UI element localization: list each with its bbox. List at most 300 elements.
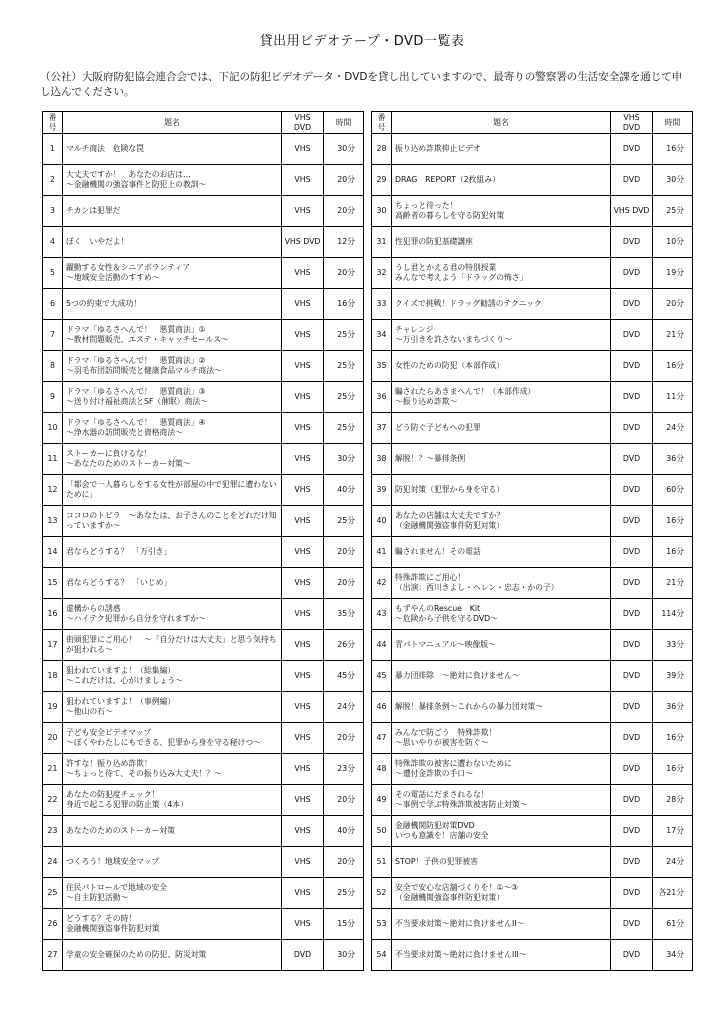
video-title-main: ドラマ「ゆるさへんで！ 悪質商法」② (66, 356, 206, 365)
video-title (392, 506, 611, 537)
video-title (392, 196, 611, 227)
video-duration: 33分 (653, 630, 693, 661)
video-number: 41 (372, 537, 392, 568)
video-title (63, 196, 282, 227)
video-number: 2 (43, 165, 63, 196)
video-duration: 16分 (324, 289, 364, 320)
video-subtitle: （金融機関強盗事件防犯対策） (395, 521, 505, 530)
video-duration: 114分 (653, 599, 693, 630)
video-title (392, 692, 611, 723)
video-number: 6 (43, 289, 63, 320)
video-format: DVD (611, 599, 653, 630)
video-title-main: 狙われていますよ！（事例編） (66, 697, 176, 706)
video-duration: 20分 (324, 196, 364, 227)
video-subtitle: ～これだけは、心がけましょう～ (66, 676, 183, 685)
table-row (43, 692, 364, 723)
video-duration: 20分 (653, 289, 693, 320)
video-title-main: ドラマ「ゆるさへんで！ 悪質商法」① (66, 325, 206, 334)
video-number: 27 (43, 940, 63, 971)
video-subtitle: （金融機関強盗事件防犯対策） (395, 893, 505, 902)
video-duration: 26分 (324, 630, 364, 661)
video-title (63, 568, 282, 599)
video-duration: 24分 (653, 847, 693, 878)
header-duration: 時間 (653, 112, 693, 134)
video-format: DVD (611, 568, 653, 599)
table-row (43, 878, 364, 909)
video-title-main: 君ならどうする？ 「いじめ」 (66, 578, 172, 587)
table-row (372, 816, 693, 847)
video-format: DVD (611, 258, 653, 289)
table-row (43, 227, 364, 258)
table-row (43, 320, 364, 351)
video-duration: 16分 (653, 723, 693, 754)
video-format: DVD (611, 227, 653, 258)
video-duration: 12分 (324, 227, 364, 258)
video-number: 7 (43, 320, 63, 351)
video-title (392, 785, 611, 816)
table-row (43, 785, 364, 816)
video-title-main: 不当要求対策～絶対に負けませんIII～ (395, 950, 527, 959)
video-title (63, 723, 282, 754)
video-title-main: ストーカーに負けるな！ (66, 449, 152, 458)
video-number: 48 (372, 754, 392, 785)
video-subtitle: 身近で起こる犯罪の防止策（4本） (66, 800, 188, 809)
video-number: 13 (43, 506, 63, 537)
video-format: VHS (282, 320, 324, 351)
video-duration: 21分 (653, 320, 693, 351)
table-row (43, 413, 364, 444)
video-duration: 17分 (653, 816, 693, 847)
video-format: DVD (611, 723, 653, 754)
video-subtitle: ～自主防犯活動～ (66, 893, 129, 902)
table-row (43, 723, 364, 754)
video-subtitle: ～地域安全活動のすすめ～ (66, 273, 160, 282)
video-subtitle: ～浄水器の訪問販売と資格商法～ (66, 428, 183, 437)
video-format: VHS DVD (282, 227, 324, 258)
video-format: DVD (611, 909, 653, 940)
video-number: 14 (43, 537, 63, 568)
video-format: VHS (282, 289, 324, 320)
video-format: VHS (282, 444, 324, 475)
video-title (392, 475, 611, 506)
video-format: DVD (611, 475, 653, 506)
video-format: VHS DVD (611, 196, 653, 227)
video-duration: 20分 (324, 258, 364, 289)
video-subtitle: （出演：西川きよし・ヘレン・忠志・かの子） (395, 583, 559, 592)
table-row (372, 382, 693, 413)
video-title-main: 特殊詐欺の被害に遭わないために (395, 759, 512, 768)
video-format: DVD (611, 413, 653, 444)
video-title (63, 599, 282, 630)
video-format: VHS (282, 754, 324, 785)
video-format: VHS (282, 878, 324, 909)
video-duration: 16分 (653, 537, 693, 568)
video-number: 11 (43, 444, 63, 475)
video-title (392, 413, 611, 444)
table-row (43, 816, 364, 847)
video-title (63, 785, 282, 816)
video-number: 44 (372, 630, 392, 661)
video-format: DVD (611, 134, 653, 165)
video-subtitle: ～教材問題販売、エステ・キャッチセールス～ (66, 335, 229, 344)
video-title-main: ドラマ「ゆるさへんで！ 悪質商法」③ (66, 387, 206, 396)
header-duration: 時間 (324, 112, 364, 134)
video-number: 20 (43, 723, 63, 754)
video-number: 40 (372, 506, 392, 537)
video-number: 43 (372, 599, 392, 630)
video-title (392, 382, 611, 413)
video-title (63, 940, 282, 971)
video-format: DVD (611, 351, 653, 382)
video-subtitle: ～金融機関の強盗事件と防犯上の教訓～ (66, 180, 207, 189)
intro-text: （公社）大阪府防犯協会連合会では、下記の防犯ビデオデータ・DVDを貸し出していますので、最寄りの警察署の生活安全課を通じて申し込んでください。 (40, 71, 683, 98)
video-duration: 20分 (324, 847, 364, 878)
video-duration: 25分 (324, 382, 364, 413)
table-row (372, 723, 693, 754)
video-format: DVD (611, 630, 653, 661)
video-duration: 45分 (324, 661, 364, 692)
video-number: 31 (372, 227, 392, 258)
table-row (43, 630, 364, 661)
video-format: DVD (611, 382, 653, 413)
video-duration: 25分 (653, 196, 693, 227)
video-format: DVD (611, 506, 653, 537)
table-row (372, 630, 693, 661)
video-title (63, 816, 282, 847)
table-row (43, 258, 364, 289)
video-title (392, 568, 611, 599)
table-row (43, 537, 364, 568)
header-number: 番号 (372, 112, 392, 134)
video-title (392, 351, 611, 382)
video-duration: 24分 (324, 692, 364, 723)
video-title (392, 444, 611, 475)
header-format: VHS DVD (282, 112, 324, 134)
video-number: 1 (43, 134, 63, 165)
table-row (43, 909, 364, 940)
video-duration: 11分 (653, 382, 693, 413)
video-format: VHS (282, 258, 324, 289)
video-duration: 25分 (324, 351, 364, 382)
table-row (372, 320, 693, 351)
table-row (372, 165, 693, 196)
page-title: 貸出用ビデオテープ・DVD一覧表 (259, 34, 465, 49)
table-row (43, 444, 364, 475)
video-number: 29 (372, 165, 392, 196)
video-title-main: みんなで防ごう 特殊詐欺！ (395, 728, 497, 737)
video-format: VHS (282, 382, 324, 413)
video-number: 32 (372, 258, 392, 289)
video-duration: 10分 (653, 227, 693, 258)
video-duration: 16分 (653, 506, 693, 537)
table-row (43, 506, 364, 537)
table-row (43, 382, 364, 413)
table-row (372, 475, 693, 506)
table-row (43, 351, 364, 382)
video-format: VHS (282, 196, 324, 227)
video-subtitle: ～危険から子供を守るDVD～ (395, 614, 498, 623)
table-row (372, 413, 693, 444)
table-row (43, 568, 364, 599)
header-title: 題名 (392, 112, 611, 134)
video-format: VHS (282, 134, 324, 165)
video-format: DVD (611, 847, 653, 878)
table-row (43, 165, 364, 196)
video-title (63, 754, 282, 785)
video-title-main: 暴力団排除 ～絶対に負けません～ (395, 671, 520, 680)
video-duration: 40分 (324, 475, 364, 506)
video-duration: 20分 (324, 537, 364, 568)
video-title-main: 不当要求対策～絶対に負けませんII～ (395, 919, 525, 928)
table-row (372, 134, 693, 165)
video-number: 46 (372, 692, 392, 723)
video-number: 10 (43, 413, 63, 444)
table-row (372, 692, 693, 723)
video-title-main: 5つの約束で大成功！ (66, 299, 142, 308)
table-row (372, 227, 693, 258)
video-duration: 60分 (653, 475, 693, 506)
video-title-main: DRAG REPORT（2枚組み） (395, 175, 500, 184)
video-number: 4 (43, 227, 63, 258)
video-title-main: 女性のための防犯（本部作成） (395, 361, 505, 370)
video-subtitle: ～送り付け福祉商法とSF（催眠）商法～ (66, 397, 208, 406)
video-title (63, 444, 282, 475)
video-title-main: 性犯罪の防犯基礎講座 (395, 237, 473, 246)
video-title (392, 661, 611, 692)
video-format: VHS (282, 816, 324, 847)
video-number: 42 (372, 568, 392, 599)
table-row (372, 661, 693, 692)
video-format: DVD (611, 320, 653, 351)
video-duration: 25分 (324, 320, 364, 351)
video-number: 54 (372, 940, 392, 971)
video-format: VHS (282, 351, 324, 382)
video-format: DVD (611, 878, 653, 909)
video-format: DVD (611, 661, 653, 692)
video-duration: 16分 (653, 134, 693, 165)
video-title (63, 258, 282, 289)
video-number: 33 (372, 289, 392, 320)
video-format: DVD (611, 785, 653, 816)
video-duration: 21分 (653, 568, 693, 599)
video-duration: 15分 (324, 909, 364, 940)
video-title-main: 騙されたらあきまへんで！（本部作成） (395, 387, 536, 396)
video-duration: 36分 (653, 444, 693, 475)
table-row (43, 940, 364, 971)
table-row (372, 909, 693, 940)
video-title (63, 506, 282, 537)
table-row (372, 568, 693, 599)
table-row (372, 289, 693, 320)
video-title (63, 413, 282, 444)
video-format: DVD (611, 940, 653, 971)
video-subtitle: ～万引きを許さないまちづくり～ (395, 335, 512, 344)
video-subtitle: みんなで考えよう「ドラッグの怖さ」 (395, 273, 528, 282)
video-title (63, 134, 282, 165)
video-title-main: ココロのトビラ ～あなたは、お子さんのことをどれだけ知っていますか～ (66, 511, 277, 530)
video-title-main: 解脱！？～暴排条例 (395, 454, 466, 463)
table-row (43, 754, 364, 785)
video-format: VHS (282, 537, 324, 568)
video-title-main: ぼく いやだよ！ (66, 237, 129, 246)
video-title (392, 134, 611, 165)
table-row (372, 506, 693, 537)
video-subtitle: 高齢者の暮らしを守る防犯対策 (395, 211, 505, 220)
video-title-main: ドラマ「ゆるさへんで！ 悪質商法」④ (66, 418, 206, 427)
table-row (372, 878, 693, 909)
video-number: 23 (43, 816, 63, 847)
video-title-main: その電話にだまされるな！ (395, 790, 489, 799)
video-number: 8 (43, 351, 63, 382)
table-row (43, 599, 364, 630)
video-number: 24 (43, 847, 63, 878)
video-duration: 25分 (324, 506, 364, 537)
video-title-main: 君ならどうする？ 「万引き」 (66, 547, 172, 556)
video-number: 52 (372, 878, 392, 909)
header-format: VHS DVD (611, 112, 653, 134)
video-number: 49 (372, 785, 392, 816)
video-number: 25 (43, 878, 63, 909)
table-row (372, 940, 693, 971)
video-subtitle: ～事例で学ぶ特殊詐欺被害防止対策～ (395, 800, 528, 809)
video-title-main: つくろう！地域安全マップ (66, 857, 160, 866)
video-title-main: 虚構からの誘惑 (66, 604, 121, 613)
table-row (372, 537, 693, 568)
video-title (63, 537, 282, 568)
video-format: VHS (282, 661, 324, 692)
video-title-main: ちょっと待った！ (395, 201, 458, 210)
video-title (392, 847, 611, 878)
table-row (43, 134, 364, 165)
video-duration: 25分 (324, 413, 364, 444)
video-title (63, 165, 282, 196)
video-format: DVD (611, 537, 653, 568)
video-duration: 19分 (653, 258, 693, 289)
video-title (392, 909, 611, 940)
video-subtitle: ～遭付金詐欺の手口～ (395, 769, 473, 778)
video-title (63, 227, 282, 258)
right-video-table (371, 111, 692, 971)
video-format: DVD (611, 692, 653, 723)
video-number: 45 (372, 661, 392, 692)
video-title-main: 躍動する女性＆シニアボランティア (66, 263, 191, 272)
video-title (63, 351, 282, 382)
video-number: 19 (43, 692, 63, 723)
video-title-main: 学童の安全確保のための防犯、防災対策 (66, 950, 207, 959)
video-number: 30 (372, 196, 392, 227)
video-duration: 20分 (324, 568, 364, 599)
video-format: VHS (282, 723, 324, 754)
video-duration: 40分 (324, 816, 364, 847)
video-title (392, 289, 611, 320)
left-video-table (42, 111, 363, 971)
video-title-main: 街頭犯罪にご用心！ ～「自分だけは大丈夫」と思う気持ちが狙われる～ (66, 635, 277, 654)
video-title (63, 320, 282, 351)
video-number: 39 (372, 475, 392, 506)
video-duration: 16分 (653, 351, 693, 382)
video-title-main: 「都会で一人暮らしをする女性が部屋の中で犯罪に遭わないために」 (66, 480, 277, 499)
video-title-main: あなたのためのストーカー対策 (66, 826, 175, 835)
video-format: VHS (282, 413, 324, 444)
video-duration: 20分 (324, 723, 364, 754)
video-title (392, 630, 611, 661)
video-number: 12 (43, 475, 63, 506)
video-duration: 16分 (653, 754, 693, 785)
video-title (63, 661, 282, 692)
video-duration: 24分 (653, 413, 693, 444)
video-title-main: クイズで挑戦！ドラッグ勧誘のテクニック (395, 299, 542, 308)
video-format: VHS (282, 165, 324, 196)
video-number: 50 (372, 816, 392, 847)
video-number: 35 (372, 351, 392, 382)
video-number: 22 (43, 785, 63, 816)
video-number: 3 (43, 196, 63, 227)
video-duration: 28分 (653, 785, 693, 816)
video-title-main: 解脱！暴排条例～これからの暴力団対策～ (395, 702, 544, 711)
video-subtitle: ～ちょっと待て、その振り込み大丈夫！？～ (66, 769, 222, 778)
video-title (63, 475, 282, 506)
video-format: VHS (282, 506, 324, 537)
video-title (392, 940, 611, 971)
video-title-main: あなたの店舗は大丈夫ですか？ (395, 511, 505, 520)
video-subtitle: ～ハイテク犯罪から自分を守れますか～ (66, 614, 207, 623)
video-format: VHS (282, 475, 324, 506)
video-format: DVD (611, 444, 653, 475)
video-title (392, 258, 611, 289)
video-format: DVD (611, 289, 653, 320)
video-title-main: チカンは犯罪だ (66, 206, 121, 215)
table-row (372, 599, 693, 630)
video-title-main: うし君とかえる君の特別授業 (395, 263, 497, 272)
video-title (63, 692, 282, 723)
video-format: DVD (611, 816, 653, 847)
video-title-main: どう防ぐ子どもへの犯罪 (395, 423, 481, 432)
table-row (372, 196, 693, 227)
video-number: 28 (372, 134, 392, 165)
header-number: 番号 (43, 112, 63, 134)
video-format: VHS (282, 599, 324, 630)
table-row (43, 196, 364, 227)
video-title-main: 騙されません！その電話 (395, 547, 481, 556)
video-number: 37 (372, 413, 392, 444)
table-header-row (43, 112, 364, 134)
video-format: VHS (282, 568, 324, 599)
video-number: 21 (43, 754, 63, 785)
table-header-row (372, 112, 693, 134)
video-subtitle: ～羽毛布団訪問販売と健康食品マルチ商法～ (66, 366, 222, 375)
video-number: 5 (43, 258, 63, 289)
video-title (392, 723, 611, 754)
video-duration: 30分 (324, 940, 364, 971)
video-title-main: 青パトマニュアル～映像版～ (395, 640, 496, 649)
video-title-main: 大丈夫ですか！ あなたのお店は… (66, 170, 191, 179)
video-title-main: STOP！子供の犯罪被害 (395, 857, 478, 866)
video-number: 53 (372, 909, 392, 940)
video-format: VHS (282, 630, 324, 661)
table-row (372, 351, 693, 382)
video-number: 34 (372, 320, 392, 351)
video-duration: 30分 (324, 444, 364, 475)
video-title (392, 227, 611, 258)
video-format: DVD (611, 165, 653, 196)
video-subtitle: 金融機関強盗事件防犯対策 (66, 924, 160, 933)
video-subtitle: ～他山の石～ (66, 707, 113, 716)
table-row (372, 444, 693, 475)
video-duration: 30分 (324, 134, 364, 165)
video-format: VHS (282, 785, 324, 816)
video-title-main: 防犯対策（犯罪から身を守る） (395, 485, 505, 494)
video-title (63, 847, 282, 878)
